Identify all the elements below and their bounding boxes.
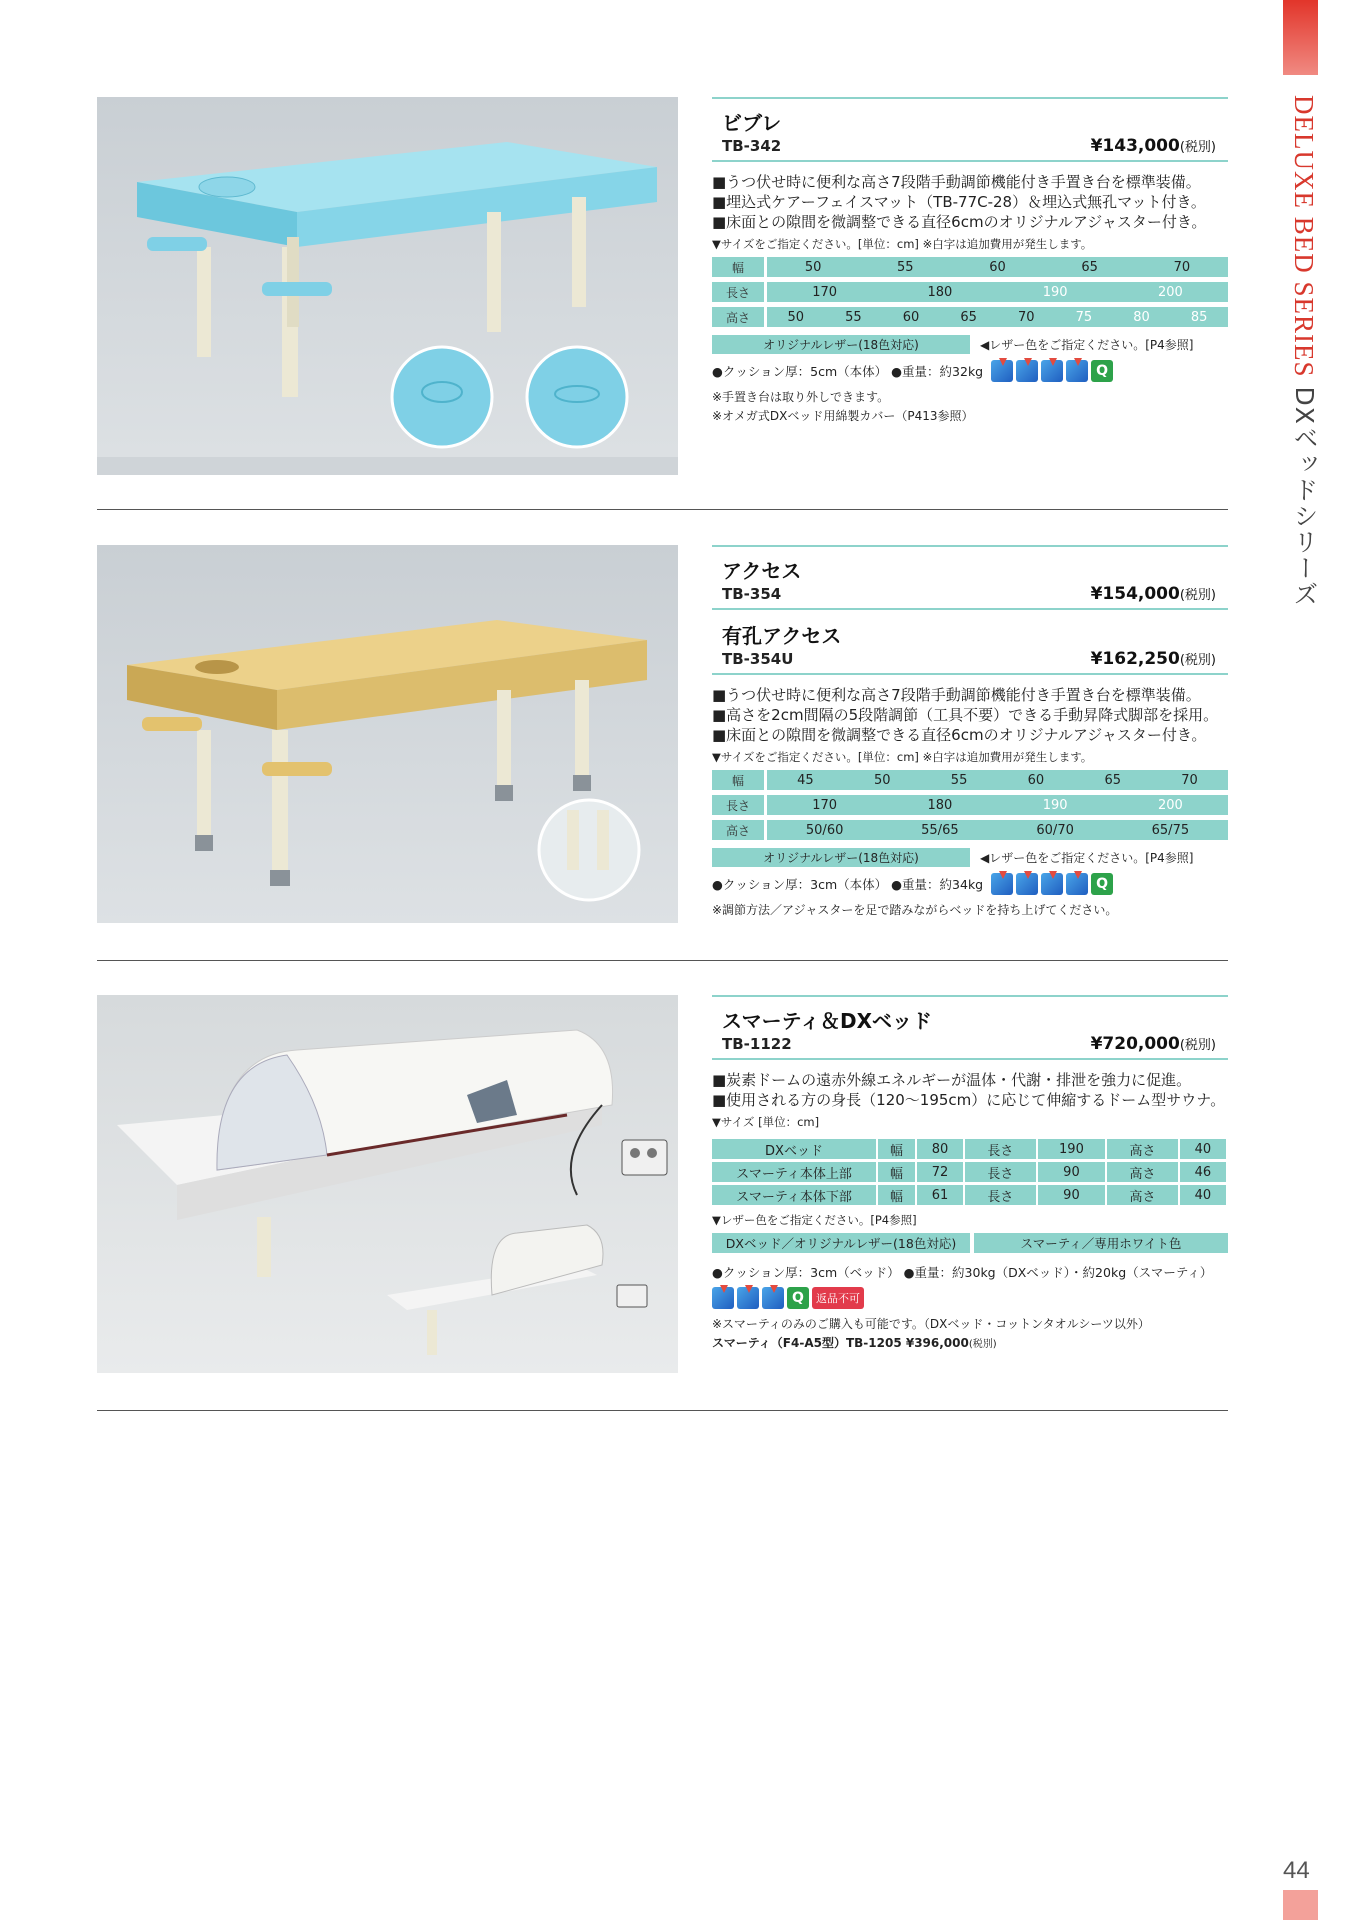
size-value: 180 (927, 284, 953, 300)
feature-cube-icon (737, 1287, 759, 1309)
model-number: TB-342 (722, 137, 782, 155)
page-number: 44 (1283, 1857, 1310, 1884)
size-value: 55 (897, 259, 914, 275)
access-photo (97, 545, 678, 923)
size-value: 65/75 (1151, 822, 1190, 838)
size-value: 200 (1157, 797, 1183, 813)
divider (97, 960, 1228, 961)
size-row-height: 高さ 50 55 60 65 70 75 80 85 (712, 307, 1228, 327)
size-value: 65 (960, 309, 977, 325)
size-value: 75 (1075, 309, 1093, 325)
side-accent-bar (1283, 0, 1318, 75)
size-note: ▼サイズをご指定ください。[単位：cm] ※白字は追加費用が発生します。 (712, 750, 1093, 764)
spec-line: ●クッション厚：3cm（本体） ●重量：約34kg Q (712, 873, 1228, 895)
feature-cube-icon (1016, 873, 1038, 895)
feature-icons (712, 1287, 1228, 1309)
product-access (97, 545, 1228, 965)
size-value: 65 (1081, 259, 1098, 275)
price: ¥143,000(税別) (1090, 136, 1216, 156)
feature-cube-icon (991, 360, 1013, 382)
size-value: 50 (873, 772, 891, 788)
vivre-info (712, 97, 1228, 426)
size-note: ▼サイズをご指定ください。[単位：cm] ※白字は追加費用が発生します。 (712, 237, 1093, 251)
product-name: アクセス (722, 559, 802, 583)
product-name: スマーティ＆DXベッド (722, 1009, 933, 1033)
size-value: 80 (1133, 309, 1150, 325)
price: ¥154,000(税別) (1090, 584, 1216, 604)
notes: ※手置き台は取り外しできます。 ※オメガ式DXベッド用綿製カバー（P413参照） (712, 390, 974, 423)
leather-note: ▼レザー色をご指定ください。[P4参照] (712, 1213, 917, 1227)
divider (97, 1410, 1228, 1411)
feature-icons (991, 873, 1113, 895)
size-value: 60 (902, 309, 920, 325)
description: ■炭素ドームの遠赤外線エネルギーが温体・代謝・排泄を強力に促進。 ■使用される方の身長（120〜195cm）に応じて伸縮するドーム型サウナ。 (712, 1071, 1226, 1109)
search-icon: Q (1091, 360, 1113, 382)
feature-cube-icon (1066, 360, 1088, 382)
size-value: 85 (1190, 309, 1208, 325)
feature-cube-icon (712, 1287, 734, 1309)
notes: ※スマーティのみのご購入も可能です。（DXベッド・コットンタオルシーツ以外） スマーティ（F4-A5型）TB-1205 ¥396,000(税別) (712, 1317, 1150, 1350)
divider (97, 509, 1228, 510)
size-value: 180 (927, 797, 953, 813)
size-value: 70 (1173, 259, 1191, 275)
model-number-2: TB-354U (722, 650, 794, 668)
access-info (712, 545, 1228, 920)
size-row-height: 高さ 50/60 55/65 60/70 65/75 (712, 820, 1228, 840)
leather-color: オリジナルレザー(18色対応) ◀レザー色をご指定ください。[P4参照] (712, 848, 1228, 867)
size-row-width: 幅 50 55 60 65 70 (712, 257, 1228, 277)
vivre-photo (97, 97, 678, 475)
size-value: 170 (812, 797, 838, 813)
size-value: 45 (797, 772, 814, 788)
leather-color: オリジナルレザー(18色対応) ◀レザー色をご指定ください。[P4参照] (712, 335, 1228, 354)
size-value: 60 (989, 259, 1006, 275)
price-2: ¥162,250(税別) (1090, 649, 1216, 669)
search-icon: Q (1091, 873, 1113, 895)
size-value: 50 (787, 309, 805, 325)
size-row-length: 長さ 170 180 190 200 (712, 282, 1228, 302)
size-note: ▼サイズ [単位：cm] (712, 1115, 820, 1129)
size-value: 170 (812, 284, 838, 300)
leather-options: DXベッド／オリジナルレザー(18色対応) スマーティ／専用ホワイト色 (712, 1233, 1228, 1253)
product-smarty (97, 995, 1228, 1415)
feature-cube-icon (1066, 873, 1088, 895)
size-value: 60/70 (1036, 822, 1074, 838)
size-value: 70 (1018, 309, 1035, 325)
table-row: スマーティ本体上部 幅 72 長さ 90 高さ 46 (712, 1162, 1228, 1182)
smarty-info (712, 995, 1228, 1354)
description: ■うつ伏せ時に便利な高さ7段階手動調節機能付き手置き台を標準装備。 ■高さを2cm間隔の5段階調節（工具不要）できる手動昇降式脚部を採用。 ■床面との隙間を微調整できる直径6cmのオリジナルアジャスター付き。 (712, 686, 1219, 744)
feature-icons (991, 360, 1113, 382)
product-name: ビブレ (722, 111, 782, 135)
search-icon: Q (787, 1287, 809, 1309)
table-row: スマーティ本体下部 幅 61 長さ 90 高さ 40 (712, 1185, 1228, 1205)
feature-cube-icon (1041, 873, 1063, 895)
table-row: DXベッド 幅 80 長さ 190 高さ 40 (712, 1139, 1228, 1159)
feature-cube-icon (1016, 360, 1038, 382)
size-value: 55 (845, 309, 862, 325)
size-value: 190 (1042, 284, 1068, 300)
size-value: 70 (1181, 772, 1198, 788)
price: ¥720,000(税別) (1090, 1034, 1216, 1054)
description: ■うつ伏せ時に便利な高さ7段階手動調節機能付き手置き台を標準装備。 ■埋込式ケアーフェイスマット（TB-77C-28）＆埋込式無孔マット付き。 ■床面との隙間を微調整できる直径6cmのオリジナルアジャスター付き。 (712, 173, 1207, 231)
model-number: TB-354 (722, 585, 782, 603)
feature-cube-icon (1041, 360, 1063, 382)
feature-cube-icon (991, 873, 1013, 895)
size-value: 50 (804, 259, 822, 275)
size-value: 55/65 (921, 822, 959, 838)
size-table (712, 1136, 1228, 1208)
spec-line: ●クッション厚：5cm（本体） ●重量：約32kg Q (712, 360, 1228, 382)
spec-line: ●クッション厚：3cm（ベッド） ●重量：約30kg（DXベッド）・約20kg（スマーティ） (712, 1265, 1213, 1280)
model-number: TB-1122 (722, 1035, 792, 1053)
size-value: 190 (1042, 797, 1068, 813)
feature-cube-icon (762, 1287, 784, 1309)
size-row-width: 幅 45 50 55 60 65 70 (712, 770, 1228, 790)
series-title: DELUXE BED SERIES DXベッドシリーズ (1289, 95, 1319, 607)
size-value: 55 (950, 772, 968, 788)
no-return-badge: 返品不可 (812, 1287, 864, 1309)
smarty-photo (97, 995, 678, 1373)
size-value: 65 (1104, 772, 1121, 788)
product-name-2: 有孔アクセス (722, 624, 842, 648)
bottom-accent-bar (1283, 1890, 1318, 1920)
notes: ※調節方法／アジャスターを足で踏みながらベッドを持ち上げてください。 (712, 903, 1118, 917)
size-value: 50/60 (805, 822, 844, 838)
product-vivre (97, 97, 1228, 517)
size-value: 60 (1027, 772, 1045, 788)
size-value: 200 (1157, 284, 1183, 300)
size-row-length: 長さ 170 180 190 200 (712, 795, 1228, 815)
